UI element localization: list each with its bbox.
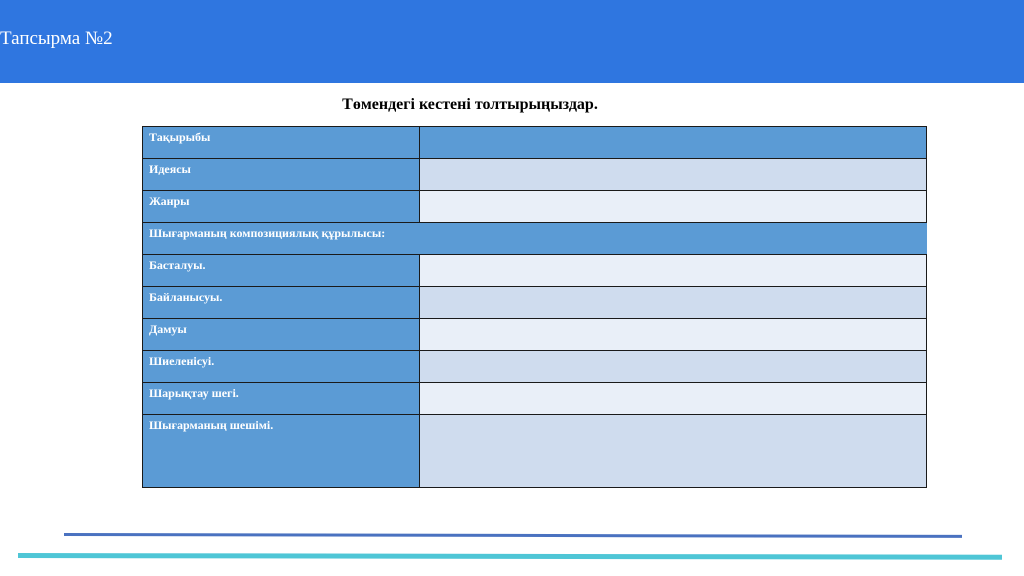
table-row [143,383,927,415]
row-label: Шығарманың шешімі. [143,415,420,488]
row-label: Байланысуы. [143,287,420,319]
header-bar [0,0,1024,83]
table-row [143,127,927,159]
answer-cell[interactable] [420,255,927,287]
section-row [143,223,927,255]
instruction-text: Төмендегі кестені толтырыңыздар. [342,96,598,113]
table-row [143,159,927,191]
row-label: Жанры [143,191,420,223]
table-row [143,415,927,488]
answer-cell[interactable] [420,415,927,488]
table-row [143,319,927,351]
answer-cell[interactable] [420,351,927,383]
table-row [143,255,927,287]
answer-cell[interactable] [420,319,927,351]
answer-cell[interactable] [420,383,927,415]
row-label: Шарықтау шегі. [143,383,420,415]
answer-cell[interactable] [420,127,927,159]
row-label: Шиеленісуі. [143,351,420,383]
table-row [143,351,927,383]
answer-cell[interactable] [420,287,927,319]
answer-cell[interactable] [420,191,927,223]
section-label: Шығарманың композициялық құрылысы: [143,223,927,255]
decorative-line-teal [18,553,1002,560]
fill-in-table [142,126,927,488]
slide-title: Тапсырма №2 [0,28,113,49]
row-label: Тақырыбы [143,127,420,159]
row-label: Басталуы. [143,255,420,287]
row-label: Дамуы [143,319,420,351]
decorative-line-blue [64,533,962,538]
table-row [143,191,927,223]
row-label: Идеясы [143,159,420,191]
table-row [143,287,927,319]
answer-cell[interactable] [420,159,927,191]
